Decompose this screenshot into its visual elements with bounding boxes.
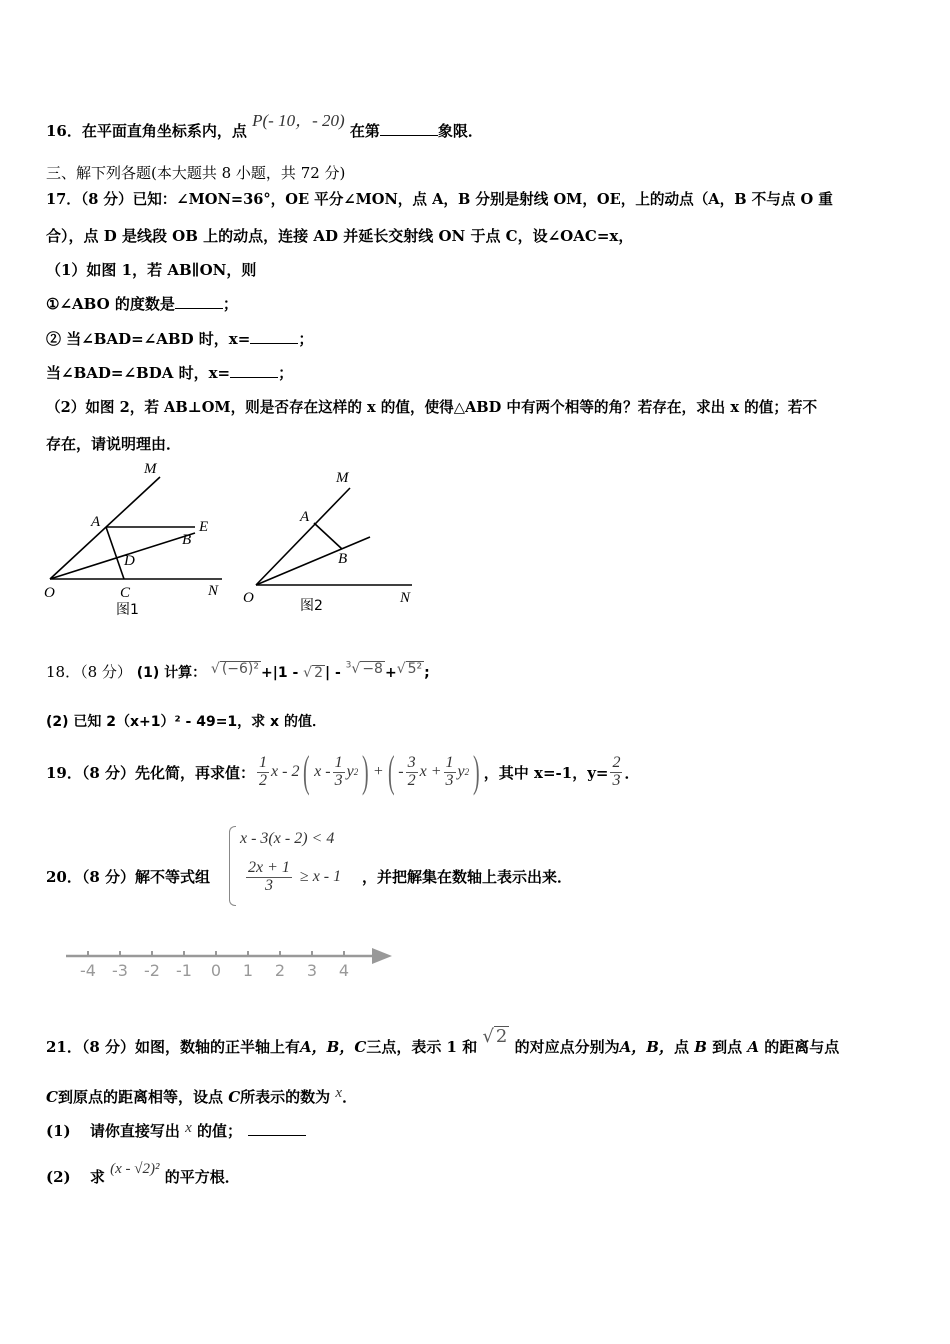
q18-cbrt-index: 3	[345, 660, 352, 671]
fig2-label-o: O	[243, 590, 254, 606]
fig2-caption: 图2	[300, 598, 323, 614]
fig1-label-m: M	[144, 461, 157, 477]
fig2-ray-oe	[256, 537, 370, 585]
q21-line1-f: 点	[673, 1038, 689, 1056]
q19-prefix: 19．（8 分）先化简，再求值：	[46, 763, 256, 782]
q18-expression: √ (−6)² +|1 - √ 2 | - $^3$√ −8 +√ 5² ;	[210, 660, 430, 681]
fig1-label-a: A	[91, 514, 101, 530]
fig1-ray-oe	[50, 533, 195, 579]
q17-blank3	[230, 363, 278, 378]
q17-line6-end: ；	[278, 364, 294, 382]
q21-line2-a: C	[46, 1088, 58, 1106]
q21-line1: 21．（8 分）如图，数轴的正半轴上有A，B，C三点，表示 1 和 √ 2 的对应点分别为A，B，点 B 到点 A 的距离与点	[46, 1026, 840, 1056]
q20-prefix	[46, 866, 210, 887]
fig1-caption: 图1	[116, 602, 139, 618]
q17-line6-text: 当∠BAD=∠BDA 时，x=	[46, 364, 231, 382]
q17-line2: 合），点 D 是线段 OB 上的动点，连接 AD 并延长交射线 ON 于点 C，设∠OAC=x，	[46, 227, 634, 245]
fig1-ray-om	[50, 477, 160, 579]
q17-line7: （2）如图 2，若 AB⊥OM，则是否存在这样的 x 的值，使得△ABD 中有两个相等的角？若存在，求出 x 的值；若不	[46, 399, 818, 416]
q17-line3: （1）如图 1，若 AB∥ON，则	[46, 261, 257, 279]
q17-line4-text: ①∠ABO 的度数是	[46, 295, 175, 313]
number-line-tick-label: -1	[176, 961, 192, 980]
number-line-tick-label: 0	[210, 961, 222, 980]
q18-sqrt2: 2	[314, 665, 323, 681]
q18-expr-mid: +|1 -	[261, 665, 304, 681]
q17-blank2	[250, 329, 298, 344]
q18-expr-end: ;	[424, 665, 430, 681]
q21-line2	[46, 1086, 357, 1107]
q17-line6	[46, 362, 293, 383]
fig2-segment-ab	[314, 523, 342, 549]
q20-ineq2	[244, 860, 341, 895]
q21-p1-x: x	[185, 1120, 192, 1136]
fig1-label-e: E	[199, 519, 209, 535]
q19-line	[46, 748, 640, 796]
q21-line1-c: 三点，表示 1 和	[366, 1038, 478, 1056]
q21-sqrt2: 2	[495, 1026, 508, 1047]
fig1-label-c: C	[120, 585, 131, 601]
q21-line2-c: C	[228, 1088, 241, 1106]
q21-line1-j: 的距离与点	[764, 1038, 840, 1056]
q17-blank1	[175, 294, 223, 309]
q21-line2-x: x	[335, 1085, 343, 1101]
q21-p2-expr: (x - √2)²	[110, 1161, 160, 1177]
fig1-label-d: D	[124, 553, 135, 569]
q16-point: P(- 10，- 20)	[252, 111, 345, 130]
q19-expression: $\frac{1}{2}$ x - 2 ( x - $\frac{1}{3}$ y 2 ) + ( - $\frac{3}{2}$ x + $\frac{1}{3}$ y 2 )	[259, 747, 480, 796]
q17-line5-text: ② 当∠BAD=∠ABD 时，x=	[46, 330, 251, 348]
q21-line1-i: A	[747, 1038, 760, 1056]
q21-line1-e: A，B，	[619, 1038, 674, 1056]
q21-line2-b: 到原点的距离相等，设点	[57, 1088, 223, 1106]
number-line-tick-label: 2	[274, 961, 286, 980]
q17-line4-end: ；	[222, 295, 238, 313]
q21-part1	[46, 1120, 306, 1141]
q21-p2-pre: 求	[89, 1168, 105, 1186]
q18-part2: (2) 已知 2（x+1）² - 49=1，求 x 的值．	[46, 714, 326, 730]
q21-p2-tail: 的平方根．	[164, 1168, 240, 1186]
q21-line1-g: B	[694, 1038, 707, 1056]
fig1-label-o: O	[44, 585, 55, 601]
number-line-tick-label: 4	[338, 961, 350, 980]
fig1-label-n: N	[208, 583, 219, 599]
q16-blank	[380, 121, 438, 136]
figure-2	[240, 465, 430, 615]
q21-p1-text: 请你直接写出	[89, 1122, 180, 1140]
q20-brace	[229, 826, 236, 906]
q19-y-value	[610, 755, 622, 790]
number-line-tick-label: -4	[80, 961, 96, 980]
q21-p1-label: (1)	[46, 1122, 71, 1140]
fig2-ray-om	[256, 488, 350, 585]
q16-mid: 在第	[349, 122, 380, 140]
q19-y-num: 2	[612, 753, 621, 771]
q21-p2-label: (2)	[46, 1168, 71, 1186]
section3-title: 三、解下列各题(本大题共 8 小题，共 72 分)	[46, 164, 346, 182]
q19-suffix: ，其中 x=-1，y=	[483, 763, 609, 782]
q18-sqrt1: (−6)²	[221, 661, 259, 677]
q18-plus: +	[384, 665, 397, 681]
q21-line2-e: ．	[342, 1088, 358, 1106]
q17-line5	[46, 328, 313, 349]
q20-number-line	[60, 942, 400, 986]
fig1-label-b: B	[182, 532, 192, 548]
q18-cbrt: −8	[362, 661, 383, 677]
q18-abs-end: | -	[325, 665, 346, 681]
fig2-label-a: A	[300, 509, 310, 525]
q21-line1-b: A，B，C	[300, 1038, 367, 1056]
q18-sqrt3: 5²	[407, 661, 423, 677]
q16-line	[46, 111, 483, 141]
fig2-label-b: B	[338, 551, 348, 567]
q20-ineq2-rhs: ≥ x - 1	[299, 868, 342, 886]
q21-part2	[46, 1161, 240, 1187]
q17-line1: 17．（8 分）已知：∠MON=36°，OE 平分∠MON，点 A，B 分别是射线 OM，OE，上的动点（A，B 不与点 O 重	[46, 191, 833, 208]
q21-p1-tail: 的值；	[197, 1122, 243, 1140]
q16-suffix: 象限．	[437, 122, 483, 140]
q21-line1-a: 21．（8 分）如图，数轴的正半轴上有	[46, 1038, 301, 1056]
q20-suffix: ，并把解集在数轴上表示出来．	[362, 868, 573, 886]
q21-line1-d: 的对应点分别为	[514, 1038, 620, 1056]
number-line-tick-label: -2	[144, 961, 160, 980]
q18-prefix: 18．（8 分）	[46, 663, 132, 681]
q18-part1-label: (1) 计算：	[136, 665, 207, 681]
q21-line2-d: 所表示的数为	[240, 1088, 331, 1106]
q20-ineq2-num: 2x + 1	[248, 859, 290, 876]
fig2-label-n: N	[400, 590, 411, 606]
fig2-label-m: M	[336, 470, 349, 486]
q21-line1-h: 到点	[712, 1038, 743, 1056]
q19-end: ．	[624, 763, 640, 782]
fig1-segment-ac	[106, 527, 124, 579]
q20-prefix-text: 20．（8 分）解不等式组	[46, 868, 211, 886]
q17-line8: 存在，请说明理由．	[46, 435, 182, 453]
q17-line5-end: ；	[298, 330, 314, 348]
q20-ineq2-den: 3	[264, 876, 273, 894]
figure-1	[40, 455, 240, 620]
q19-y-den: 3	[612, 771, 621, 789]
number-line-tick-label: 1	[242, 961, 254, 980]
q20-ineq1: x - 3(x - 2) < 4	[240, 830, 335, 847]
q21-p1-blank	[248, 1121, 306, 1136]
number-line-arrow	[372, 948, 392, 964]
q16-prefix: 16．在平面直角坐标系内，点	[46, 122, 247, 140]
q17-line4	[46, 293, 238, 314]
q18-line1	[46, 661, 430, 682]
number-line-tick-label: 3	[306, 961, 318, 980]
number-line-tick-label: -3	[112, 961, 128, 980]
